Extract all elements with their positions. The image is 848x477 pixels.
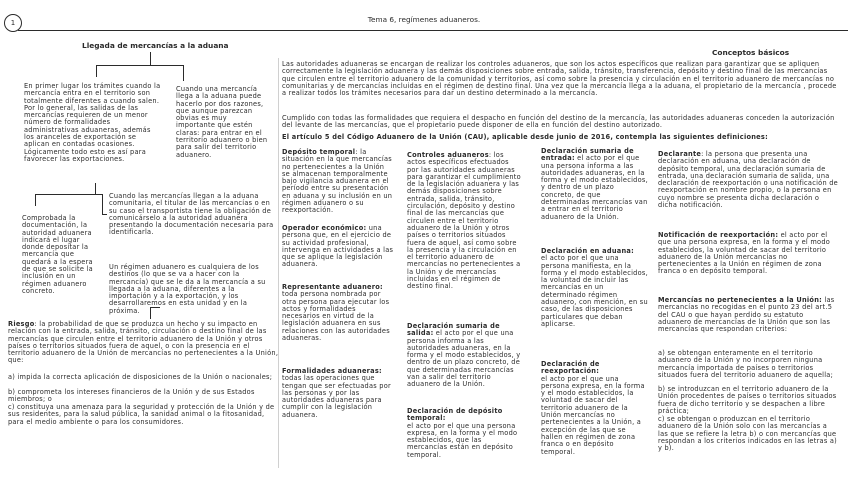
documentacion-paragraph: Comprobada la documentación, la autoridad aduanera indicará el lugar donde depositar la mercancía que quedará a la espera de que se solicite la inclusión en un régimen aduanero concreto. [22,214,93,295]
def-representante-aduanero [282,284,394,342]
intro-paragraph: Las autoridades aduaneras se encargan de realizar los controles aduaneros, que son los actos específicos que realizan para garantizar que se apliquen correctamente la legislación aduanera y las demás disposiciones sobre entrada, salida, tránsito, transferencia, depósito y destino final de las mercancías que circulen entre el territorio aduanero de la comunidad y territorios, así como sobre la presencia y circulación en el territorio aduanero de mercancías no comunitarias y de mercancías incluidas en el régimen de destino final. Una vez que la mercancía llega a la aduana, el propietario de la mercancía , procede a realizar todos los trámites necesarios para dar un destino determinado a la mercancía. [282,60,837,98]
connector [95,183,96,194]
def-term: Notificación de reexportación: [658,231,779,239]
def-term: Declaración sumaria de entrada: [541,147,634,163]
def-term: Controles aduaneros [407,151,489,159]
def-operador-economico [282,225,394,269]
def-term: Declaración de depósito temporal: [407,407,503,423]
def-term: Representante aduanero: [282,283,383,291]
def-notificacion-reexportacion [658,232,838,276]
connector [102,194,103,214]
riesgo-definition [8,321,280,365]
article-heading: El artículo 5 del Código Aduanero de la Unión (CAU), aplicable desde junio de 2016, contempla las siguientes definiciones: [282,133,768,141]
def-term: Declaración de reexportación: [541,360,600,376]
llegada-paragraph: Cuando una mercancía llega a la aduana puede hacerlo por dos razones, que aunque parezcan obvias es muy importante que estén claras: para entrar en el territorio aduanero o bien para salir del territorio aduanero. [176,85,268,159]
def-text: una persona que, en el ejercicio de su actividad profesional, intervenga en actividades a las que se aplique la legislación aduanera. [282,224,394,269]
tramites-paragraph: En primer lugar los trámites cuando la mercancía entra en el territorio son totalmente diferentes a cuando salen. Por lo general, las salidas de las mercancías requieren de un menor número de formalidades administrativas aduaneras, además los aranceles de exportación se aplican en contadas ocasiones. Lógicamente todo esto es así para favorecer las exportaciones. [24,82,161,163]
def-text: el acto por el que una persona informa a las autoridades aduaneras, en la forma y el modo establecidos, y dentro de un plazo concreto, de que determinadas mercancías van a entrar en el territorio aduanero de la Unión. [541,154,648,221]
def-term: Declarante [658,150,702,158]
connector [150,52,151,65]
regimen-paragraph: Un régimen aduanero es cualquiera de los destinos (lo que se va a hacer con la mercancía) que se le da a la mercancía a su llegada a la aduana, diferentes a la importación y a la exportación, y los desarrollaremos en esta unidad y en la próxima. [109,263,266,315]
concepts-heading: Conceptos básicos [712,48,790,57]
def-term: Formalidades aduaneras: [282,367,382,375]
def-term: Declaración sumaria de salida: [407,322,500,338]
def-declarante [658,151,838,209]
def-term: Mercancías no pertenecientes a la Unión: [658,296,823,304]
riesgo-b: b) comprometa los intereses financieros de la Unión y de sus Estados miembros; o [8,388,255,404]
def-term: Depósito temporal [282,148,356,156]
header-rule [18,30,848,31]
def-sumaria-salida [407,323,522,389]
llegan-paragraph: Cuando las mercancías llegan a la aduana comunitaria, el titular de las mercancías o en su caso el transportista tiene la obligación de comunicárselo a la autoridad aduanera presentando la documentación necesaria para identificarla. [109,192,274,237]
connector [35,194,103,195]
def-controles-aduaneros [407,152,522,291]
def-term: Declaración en aduana: [541,247,635,255]
def-text: el acto por el que una persona informa a las autoridades aduaneras, en la forma y el modo establecidos, y dentro de un plazo concreto, de que determinadas mercancías van a salir del territorio aduanero de la Unión. [407,329,521,389]
def-text: : la persona que presenta una declaración en aduana, una declaración de depósito temporal, una declaración sumaria de entrada, una declaración sumaria de salida, una declaración de reexportación o una notificación de reexportación en nombre propio, o la persona en cuyo nombre se presenta dicha declaración o dicha notificación. [658,150,838,210]
def-text: las mercancías no recogidas en el punto 23 del art.5 del CAU o que hayan perdido su estatuto aduanero de mercancías de la Unión que son las mercancías que respondan criterios: [658,296,835,334]
def-declaracion-aduana [541,248,649,328]
def-sumaria-entrada [541,148,649,221]
connector [35,194,36,206]
def-text: todas las operaciones que tengan que ser efectuadas por las personas y por las autoridades aduaneras para cumplir con la legislación aduanera. [282,374,391,419]
riesgo-c: c) constituya una amenaza para la seguridad y protección de la Unión y de sus residentes, para la salud pública, la sanidad animal o la fitosanidad, para el medio ambiente o para los consumidores. [8,403,275,426]
riesgo-text: : la probabilidad de que se produzca un hecho y su impacto en relación con la entrada, salida, tránsito, circulación o destino final de las mercancías que circulen entre el territorio aduanero de la Unión y otros países o territorios situados fuera de aquel, o con la presencia en el territorio aduanero de la Unión de mercancías no pertenecientes a la Unión, que: [8,320,279,365]
riesgo-term: Riesgo [8,320,35,328]
def-text: : la situación en la que mercancías no pertenecientes a la Unión se almacenan temporalmente bajo vigilancia aduanera en el período entre su presentación en aduana y su inclusión en un régimen aduanero o su reexportación. [282,148,393,215]
riesgo-a: a) impida la correcta aplicación de disposiciones de la Unión o nacionales; [8,373,273,381]
criterio-a: a) se obtengan enteramente en el territorio aduanero de la Unión y no incorporen ninguna mercancía importada de países o territorios situados fuera del territorio aduanero de aquella; [658,349,834,379]
criterio-b: b) se introduzcan en el territorio aduanero de la Unión procedentes de países o territorios situados fuera de dicho territorio y se despachen a libre práctica; [658,385,837,415]
despacho-paragraph: Cumplido con todas las formalidades que requiera el despacho en función del destino de la mercancía, las autoridades aduaneras conceden la autorización del levante de las mercancías, que el propietario puede disponer de ella en función del destino autorizado. [282,114,835,130]
page-number-badge: 1 [4,14,22,32]
connector [96,65,97,77]
document-title: Tema 6, regímenes aduaneros. [367,15,481,24]
criterio-c: c) se obtengan o produzcan en el territorio aduanero de la Unión solo con las mercancías a las que se refiere la letra b) o con mercancías que respondan a los criterios indicados en las letras a) y b). [658,415,837,453]
column-divider [278,58,279,468]
def-reexportacion [541,361,649,456]
def-text: el acto por el que una persona expresa, en la forma y el modo establecidos, que las mercancías están en depósito temporal. [407,421,518,459]
connector [183,65,184,81]
def-deposito-temporal [282,149,394,215]
def-text: : los actos específicos efectuados por las autoridades aduaneras para garantizar el cumplimiento de la legislación aduanera y las demás disposiciones sobre entrada, salida, tránsito, circulación, depósito y destino final de las mercancías que circulen entre el territorio aduanero de la Unión y otros países o territorios situados fuera de aquel, así como sobre la presencia y la circulación en el territorio aduanero de mercancías no pertenecientes a la Unión y de mercancías incluidas en el régimen de destino final. [407,151,521,291]
def-text: el acto por el que una persona manifiesta, en la forma y el modo establecidos, la voluntad de incluir las mercancías en un determinado régimen aduanero, con mención, en su caso, de las disposiciones particulares que deban aplicarse. [541,254,648,328]
connector [96,65,184,66]
def-mercancias-no-pertenecientes [658,297,838,333]
connector [102,214,107,215]
def-deposito-temporal-declaracion [407,408,522,459]
def-term: Operador económico: [282,224,367,232]
def-text: toda persona nombrada por otra persona para ejecutar los actos y formalidades necesarios en virtud de la legislación aduanera en sus relaciones con las autoridades aduaneras. [282,290,390,343]
def-text: el acto por el que una persona expresa, en la forma y el modo establecidos, la voluntad de sacar del territorio aduanero de la Unión mercancías no pertenecientes a la Unión, a excepción de las que se hallen en régimen de zona franca o en depósito temporal. [541,374,645,456]
def-formalidades-aduaneras [282,368,394,419]
def-text: el acto por el que una persona expresa, en la forma y el modo establecidos, la voluntad de sacar del territorio aduanero de la Unión mercancías no pertenecientes a la Unión en régimen de zona franca o en depósito temporal. [658,231,831,276]
section-heading: Llegada de mercancías a la aduana [82,41,229,50]
